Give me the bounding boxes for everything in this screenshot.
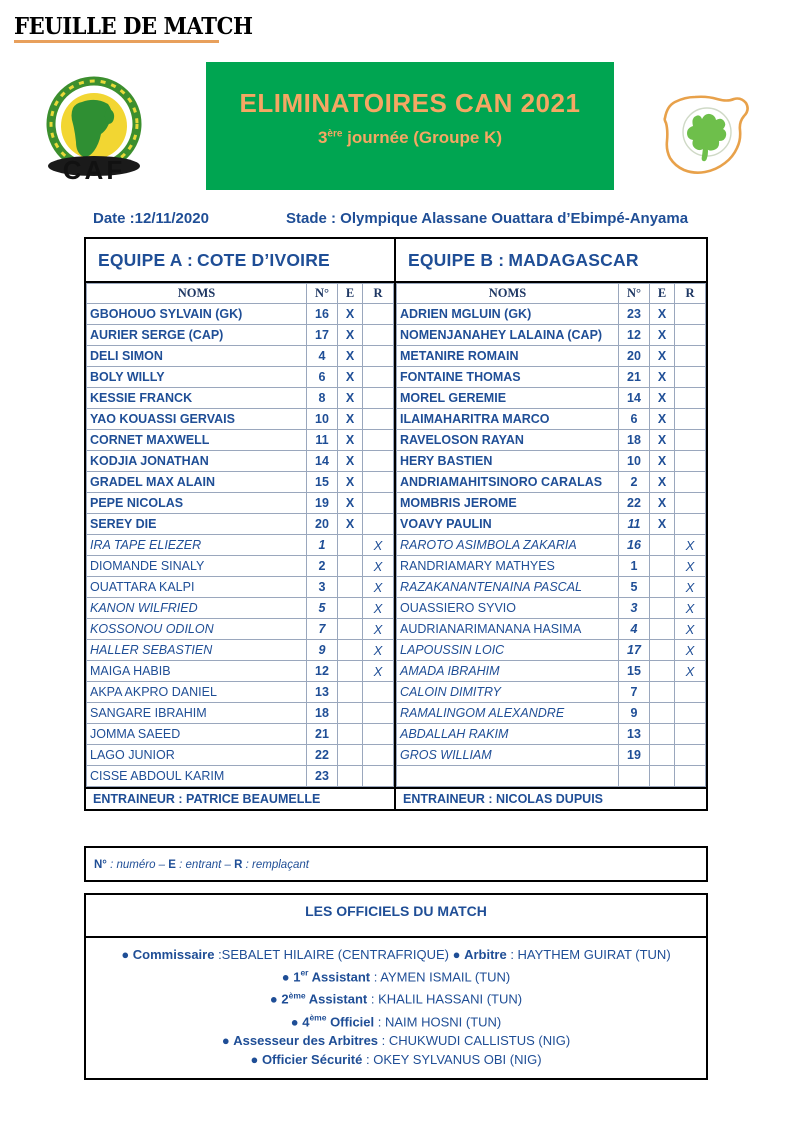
player-entrant-mark: X [338, 430, 363, 451]
player-name: AMADA IBRAHIM [397, 661, 619, 682]
table-row [397, 430, 706, 451]
player-substitute-mark [675, 346, 706, 367]
player-entrant-mark [338, 703, 363, 724]
player-number: 5 [307, 598, 338, 619]
column-header-e: E [338, 284, 363, 304]
player-entrant-mark: X [338, 367, 363, 388]
player-number: 11 [619, 514, 650, 535]
table-row [87, 766, 394, 787]
player-number: 10 [307, 409, 338, 430]
player-number: 14 [307, 451, 338, 472]
player-entrant-mark: X [338, 514, 363, 535]
player-number: 17 [307, 325, 338, 346]
table-row [397, 472, 706, 493]
legend-box [84, 846, 708, 882]
legend-text [94, 859, 309, 871]
player-substitute-mark: X [675, 577, 706, 598]
legend-r-key: R [234, 859, 243, 871]
legend-n-value: : numéro – [106, 859, 169, 871]
player-substitute-mark [675, 451, 706, 472]
player-number: 2 [619, 472, 650, 493]
player-name: RAZAKANANTENAINA PASCAL [397, 577, 619, 598]
player-substitute-mark [675, 724, 706, 745]
player-name: GBOHOUO SYLVAIN (GK) [87, 304, 307, 325]
player-substitute-mark [363, 703, 394, 724]
player-number: 5 [619, 577, 650, 598]
player-substitute-mark [363, 430, 394, 451]
table-row [397, 367, 706, 388]
player-substitute-mark [363, 745, 394, 766]
table-row [87, 724, 394, 745]
player-substitute-mark: X [363, 577, 394, 598]
player-entrant-mark [650, 577, 675, 598]
official-line: ● Officier Sécurité : OKEY SYLVANUS OBI (NIG) [250, 1051, 542, 1067]
player-name: YAO KOUASSI GERVAIS [87, 409, 307, 430]
player-substitute-mark [363, 682, 394, 703]
player-substitute-mark [363, 325, 394, 346]
team-b-header [396, 239, 706, 283]
table-row [397, 661, 706, 682]
player-number: 9 [307, 640, 338, 661]
player-substitute-mark: X [675, 619, 706, 640]
player-number: 20 [307, 514, 338, 535]
official-line: ● 4ème Officiel : NAIM HOSNI (TUN) [290, 1012, 502, 1029]
player-name: AURIER SERGE (CAP) [87, 325, 307, 346]
player-entrant-mark [650, 703, 675, 724]
player-entrant-mark [338, 619, 363, 640]
player-entrant-mark [338, 766, 363, 787]
fif-ivory-coast-logo [645, 74, 763, 190]
team-b-name: MADAGASCAR [508, 249, 639, 270]
player-number: 18 [619, 430, 650, 451]
table-row [87, 325, 394, 346]
player-entrant-mark: X [338, 346, 363, 367]
player-name: CORNET MAXWELL [87, 430, 307, 451]
player-entrant-mark [338, 535, 363, 556]
player-substitute-mark [363, 766, 394, 787]
table-row [87, 388, 394, 409]
player-name: KESSIE FRANCK [87, 388, 307, 409]
column-header-names: NOMS [397, 284, 619, 304]
player-number: 12 [619, 325, 650, 346]
player-substitute-mark: X [363, 619, 394, 640]
player-number: 22 [307, 745, 338, 766]
player-entrant-mark [650, 535, 675, 556]
player-entrant-mark: X [338, 493, 363, 514]
player-entrant-mark: X [650, 493, 675, 514]
page-title: FEUILLE DE MATCH [14, 13, 253, 40]
player-name: DELI SIMON [87, 346, 307, 367]
player-number: 15 [619, 661, 650, 682]
player-entrant-mark [650, 598, 675, 619]
player-name: MOREL GEREMIE [397, 388, 619, 409]
player-name: CISSE ABDOUL KARIM [87, 766, 307, 787]
table-row [397, 325, 706, 346]
team-a-roster-table [86, 283, 394, 787]
player-number: 9 [619, 703, 650, 724]
banner-matchday-suffix: ère [327, 128, 343, 140]
player-substitute-mark [363, 367, 394, 388]
player-name [397, 766, 619, 787]
player-substitute-mark [675, 325, 706, 346]
player-substitute-mark: X [363, 640, 394, 661]
player-number: 13 [619, 724, 650, 745]
table-row [87, 346, 394, 367]
player-entrant-mark: X [650, 514, 675, 535]
table-row [397, 598, 706, 619]
column-header-r: R [675, 284, 706, 304]
player-name: RAROTO ASIMBOLA ZAKARIA [397, 535, 619, 556]
player-number: 16 [307, 304, 338, 325]
player-substitute-mark [675, 493, 706, 514]
player-entrant-mark: X [650, 451, 675, 472]
table-header-row [87, 284, 394, 304]
player-entrant-mark: X [338, 472, 363, 493]
player-number: 6 [307, 367, 338, 388]
official-line: ● 1er Assistant : AYMEN ISMAIL (TUN) [281, 968, 511, 985]
player-substitute-mark [675, 514, 706, 535]
match-date: Date :12/11/2020 [93, 210, 209, 227]
table-row [87, 535, 394, 556]
table-row [397, 535, 706, 556]
official-line: ● Assesseur des Arbitres : CHUKWUDI CALLISTUS (NIG) [221, 1032, 571, 1048]
player-substitute-mark: X [675, 535, 706, 556]
player-name: RANDRIAMARY MATHYES [397, 556, 619, 577]
player-number: 1 [307, 535, 338, 556]
player-name: OUATTARA KALPI [87, 577, 307, 598]
player-number: 3 [619, 598, 650, 619]
player-entrant-mark [650, 682, 675, 703]
player-number: 21 [619, 367, 650, 388]
table-row [87, 703, 394, 724]
legend-n-key: N° [94, 859, 107, 871]
player-name: FONTAINE THOMAS [397, 367, 619, 388]
legend-e-value: : entrant – [175, 859, 235, 871]
player-name: AUDRIANARIMANANA HASIMA [397, 619, 619, 640]
player-number: 10 [619, 451, 650, 472]
caf-logo [34, 72, 154, 190]
legend-e-key: E [168, 859, 176, 871]
player-entrant-mark [338, 577, 363, 598]
lineup-sheet [84, 237, 708, 811]
match-stadium: Stade : Olympique Alassane Ouattara d’Ebimpé-Anyama [286, 210, 689, 227]
table-row [397, 766, 706, 787]
table-row [87, 472, 394, 493]
player-substitute-mark [363, 514, 394, 535]
column-header-r: R [363, 284, 394, 304]
table-row [87, 745, 394, 766]
player-name: MOMBRIS JEROME [397, 493, 619, 514]
player-substitute-mark: X [363, 556, 394, 577]
player-entrant-mark [650, 556, 675, 577]
title-underline [14, 40, 219, 43]
table-row [87, 577, 394, 598]
player-number: 17 [619, 640, 650, 661]
table-row [397, 304, 706, 325]
player-number: 8 [307, 388, 338, 409]
player-name: AKPA AKPRO DANIEL [87, 682, 307, 703]
player-entrant-mark [650, 724, 675, 745]
table-row [397, 451, 706, 472]
player-substitute-mark [363, 724, 394, 745]
player-name: KODJIA JONATHAN [87, 451, 307, 472]
table-row [87, 304, 394, 325]
player-entrant-mark: X [650, 430, 675, 451]
team-a-header [86, 239, 394, 283]
player-substitute-mark [363, 409, 394, 430]
legend-r-value: : remplaçant [242, 859, 309, 871]
player-entrant-mark: X [650, 472, 675, 493]
player-name: LAGO JUNIOR [87, 745, 307, 766]
player-substitute-mark [675, 472, 706, 493]
player-name: KOSSONOU ODILON [87, 619, 307, 640]
player-number: 4 [307, 346, 338, 367]
table-row [397, 640, 706, 661]
player-number: 20 [619, 346, 650, 367]
team-b-roster-table [396, 283, 706, 787]
player-entrant-mark: X [650, 304, 675, 325]
player-number [619, 766, 650, 787]
table-row [87, 682, 394, 703]
player-substitute-mark [675, 367, 706, 388]
banner-matchday-rest: journée (Groupe K) [342, 128, 503, 147]
table-row [397, 724, 706, 745]
player-number: 2 [307, 556, 338, 577]
table-row [87, 430, 394, 451]
player-number: 7 [307, 619, 338, 640]
player-entrant-mark: X [338, 304, 363, 325]
player-name: HALLER SEBASTIEN [87, 640, 307, 661]
player-number: 1 [619, 556, 650, 577]
table-row [397, 703, 706, 724]
player-substitute-mark [675, 703, 706, 724]
player-number: 16 [619, 535, 650, 556]
team-a-coach: ENTRAINEUR : PATRICE BEAUMELLE [86, 787, 394, 809]
player-substitute-mark [675, 388, 706, 409]
officials-heading: LES OFFICIELS DU MATCH [86, 895, 706, 938]
player-substitute-mark: X [363, 598, 394, 619]
table-row [87, 514, 394, 535]
table-row [87, 661, 394, 682]
player-number: 15 [307, 472, 338, 493]
player-entrant-mark [338, 724, 363, 745]
svg-text:CAF: CAF [62, 155, 126, 185]
player-name: PEPE NICOLAS [87, 493, 307, 514]
player-name: ABDALLAH RAKIM [397, 724, 619, 745]
table-row [397, 346, 706, 367]
table-row [87, 451, 394, 472]
player-entrant-mark: X [650, 367, 675, 388]
player-name: SANGARE IBRAHIM [87, 703, 307, 724]
table-row [397, 619, 706, 640]
table-row [87, 367, 394, 388]
player-substitute-mark [363, 451, 394, 472]
team-a-label: EQUIPE A : [98, 249, 194, 270]
banner-subtitle [206, 128, 614, 148]
player-entrant-mark: X [650, 346, 675, 367]
table-row [87, 619, 394, 640]
player-name: GROS WILLIAM [397, 745, 619, 766]
player-name: MAIGA HABIB [87, 661, 307, 682]
player-name: DIOMANDE SINALY [87, 556, 307, 577]
column-header-e: E [650, 284, 675, 304]
player-number: 7 [619, 682, 650, 703]
player-entrant-mark [338, 598, 363, 619]
player-name: METANIRE ROMAIN [397, 346, 619, 367]
player-substitute-mark [363, 304, 394, 325]
player-substitute-mark [675, 682, 706, 703]
player-name: ILAIMAHARITRA MARCO [397, 409, 619, 430]
player-number: 12 [307, 661, 338, 682]
player-substitute-mark: X [363, 661, 394, 682]
table-row [397, 514, 706, 535]
player-entrant-mark [338, 640, 363, 661]
table-row [87, 493, 394, 514]
team-b-panel [396, 239, 706, 809]
officials-box [84, 893, 708, 1080]
player-name: BOLY WILLY [87, 367, 307, 388]
table-row [397, 556, 706, 577]
player-entrant-mark [338, 745, 363, 766]
player-number: 19 [307, 493, 338, 514]
column-header-number: N° [307, 284, 338, 304]
player-entrant-mark: X [650, 325, 675, 346]
player-name: KANON WILFRIED [87, 598, 307, 619]
player-number: 6 [619, 409, 650, 430]
player-substitute-mark: X [363, 535, 394, 556]
player-number: 19 [619, 745, 650, 766]
table-row [397, 388, 706, 409]
player-entrant-mark: X [338, 451, 363, 472]
table-row [397, 682, 706, 703]
table-row [87, 640, 394, 661]
player-entrant-mark: X [338, 388, 363, 409]
player-substitute-mark [675, 745, 706, 766]
table-row [397, 409, 706, 430]
table-row [87, 409, 394, 430]
player-entrant-mark: X [650, 409, 675, 430]
player-substitute-mark [363, 493, 394, 514]
column-header-number: N° [619, 284, 650, 304]
player-entrant-mark: X [650, 388, 675, 409]
player-name: HERY BASTIEN [397, 451, 619, 472]
player-entrant-mark [650, 745, 675, 766]
table-row [397, 745, 706, 766]
team-a-name: COTE D’IVOIRE [197, 249, 330, 270]
player-entrant-mark [650, 661, 675, 682]
competition-banner [206, 62, 614, 190]
player-name: OUASSIERO SYVIO [397, 598, 619, 619]
player-name: LAPOUSSIN LOIC [397, 640, 619, 661]
player-name: JOMMA SAEED [87, 724, 307, 745]
player-number: 18 [307, 703, 338, 724]
player-number: 23 [619, 304, 650, 325]
player-substitute-mark [675, 409, 706, 430]
player-name: ANDRIAMAHITSINORO CARALAS [397, 472, 619, 493]
team-b-label: EQUIPE B : [408, 249, 505, 270]
banner-matchday-number: 3 [317, 128, 328, 147]
table-row [87, 598, 394, 619]
player-substitute-mark [363, 346, 394, 367]
banner-title: ELIMINATOIRES CAN 2021 [239, 88, 581, 118]
player-number: 21 [307, 724, 338, 745]
player-substitute-mark: X [675, 556, 706, 577]
player-substitute-mark: X [675, 598, 706, 619]
player-number: 4 [619, 619, 650, 640]
player-name: ADRIEN MGLUIN (GK) [397, 304, 619, 325]
player-entrant-mark [338, 661, 363, 682]
table-row [87, 556, 394, 577]
player-entrant-mark: X [338, 325, 363, 346]
player-entrant-mark [338, 682, 363, 703]
team-a-panel [86, 239, 396, 809]
player-name: IRA TAPE ELIEZER [87, 535, 307, 556]
officials-list [86, 938, 706, 1078]
player-entrant-mark [650, 640, 675, 661]
player-entrant-mark [650, 766, 675, 787]
player-substitute-mark [675, 430, 706, 451]
player-name: RAMALINGOM ALEXANDRE [397, 703, 619, 724]
player-entrant-mark [338, 556, 363, 577]
player-entrant-mark [650, 619, 675, 640]
player-entrant-mark: X [338, 409, 363, 430]
player-name: RAVELOSON RAYAN [397, 430, 619, 451]
player-substitute-mark: X [675, 640, 706, 661]
player-number: 13 [307, 682, 338, 703]
match-meta [86, 210, 714, 232]
player-substitute-mark [363, 388, 394, 409]
player-number: 3 [307, 577, 338, 598]
table-row [397, 577, 706, 598]
player-name: GRADEL MAX ALAIN [87, 472, 307, 493]
player-name: NOMENJANAHEY LALAINA (CAP) [397, 325, 619, 346]
player-name: SEREY DIE [87, 514, 307, 535]
player-substitute-mark [675, 304, 706, 325]
table-row [397, 493, 706, 514]
player-number: 22 [619, 493, 650, 514]
player-number: 11 [307, 430, 338, 451]
official-line: ● 2ème Assistant : KHALIL HASSANI (TUN) [269, 990, 523, 1007]
column-header-names: NOMS [87, 284, 307, 304]
table-header-row [397, 284, 706, 304]
player-substitute-mark: X [675, 661, 706, 682]
player-substitute-mark [675, 766, 706, 787]
player-number: 14 [619, 388, 650, 409]
player-substitute-mark [363, 472, 394, 493]
player-number: 23 [307, 766, 338, 787]
player-name: CALOIN DIMITRY [397, 682, 619, 703]
official-line: ● Commissaire :SEBALET HILAIRE (CENTRAFRIQUE) ● Arbitre : HAYTHEM GUIRAT (TUN) [121, 947, 671, 962]
player-name: VOAVY PAULIN [397, 514, 619, 535]
team-b-coach: ENTRAINEUR : NICOLAS DUPUIS [396, 787, 706, 809]
